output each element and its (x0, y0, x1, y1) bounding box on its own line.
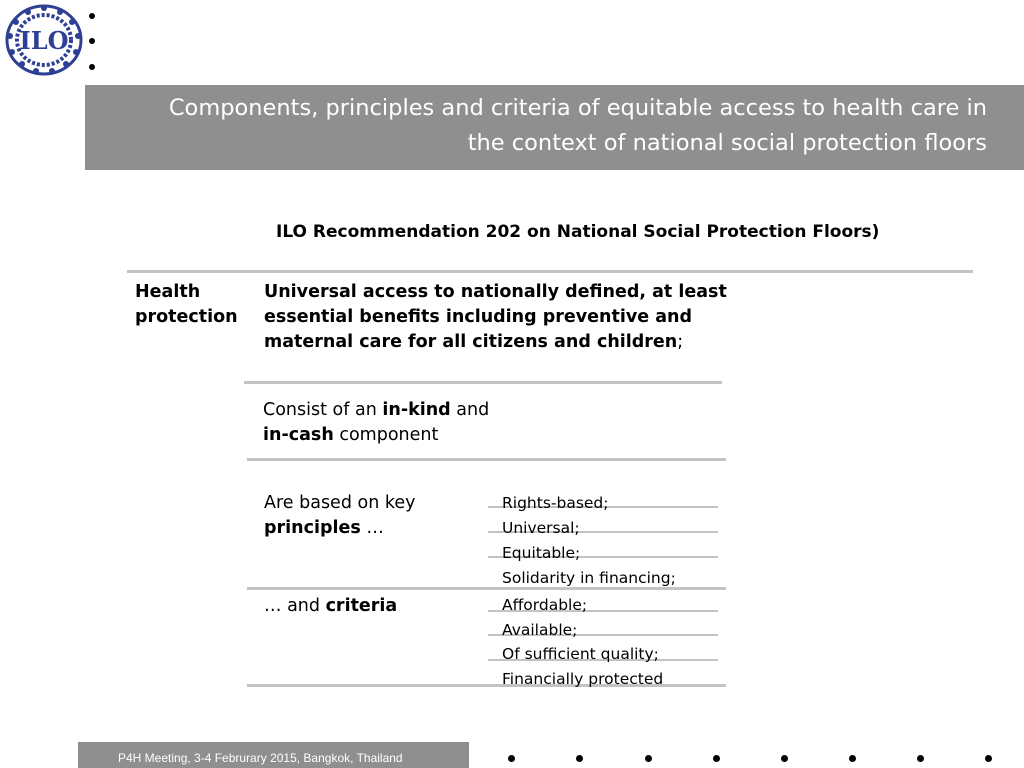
consist-post: component (333, 425, 439, 445)
list-item: Equitable; (502, 544, 581, 562)
slide-subtitle: ILO Recommendation 202 on National Social Protection Floors) (276, 222, 880, 242)
universal-line3: maternal care for all citizens and children (264, 332, 678, 352)
divider-rule (247, 458, 726, 461)
row-label-line2: protection (135, 307, 238, 327)
consist-text (263, 398, 489, 448)
list-item: Solidarity in financing; (502, 569, 676, 587)
principles-list (502, 491, 676, 591)
consist-mid: and (450, 400, 490, 420)
divider-rule (244, 381, 722, 384)
universal-line2: essential benefits including preventive and (264, 307, 693, 327)
criteria-bold: criteria (325, 596, 398, 616)
slide-title-line2: the context of national social protection floors (467, 130, 987, 156)
principles-text (264, 491, 416, 541)
criteria-pre: … and (264, 596, 326, 616)
decor-dot (89, 13, 95, 19)
slide-title-line1: Components, principles and criteria of equitable access to health care in (168, 95, 987, 121)
consist-pre: Consist of an (263, 400, 383, 420)
decor-dot (508, 755, 515, 762)
principles-bold: principles (264, 518, 361, 538)
list-item: Rights-based; (502, 494, 609, 512)
footer-text: P4H Meeting, 3-4 Februrary 2015, Bangkok, Thailand (118, 751, 403, 765)
list-item: Available; (502, 620, 578, 639)
universal-suffix: ; (677, 332, 684, 352)
slide-title (169, 91, 987, 161)
criteria-text (264, 594, 397, 619)
footer-bar (78, 742, 469, 768)
row-label-line1: Health (135, 282, 201, 302)
decor-dot (89, 38, 95, 44)
decor-dot (576, 755, 583, 762)
decor-dot (985, 755, 992, 762)
decor-dot (849, 755, 856, 762)
ilo-logo (4, 4, 84, 76)
consist-in-cash: in-cash (263, 425, 334, 445)
list-item: Financially protected (502, 669, 664, 688)
consist-in-kind: in-kind (382, 400, 451, 420)
universal-access-text (264, 280, 727, 355)
decor-dot (917, 755, 924, 762)
list-item: Universal; (502, 519, 580, 537)
decor-dot (781, 755, 788, 762)
principles-line1: Are based on key (264, 493, 416, 513)
ilo-logo-text: ILO (19, 26, 69, 55)
decor-dot (713, 755, 720, 762)
row-label (135, 280, 238, 330)
table-top-rule (127, 270, 973, 273)
decor-dot (89, 64, 95, 70)
decor-dot (645, 755, 652, 762)
list-item: Affordable; (502, 596, 588, 614)
criteria-list (502, 593, 663, 691)
principles-post: … (360, 518, 384, 538)
universal-line1: Universal access to nationally defined, at least (264, 282, 727, 302)
list-item: Of sufficient quality; (502, 645, 659, 663)
title-bar (85, 85, 1024, 170)
